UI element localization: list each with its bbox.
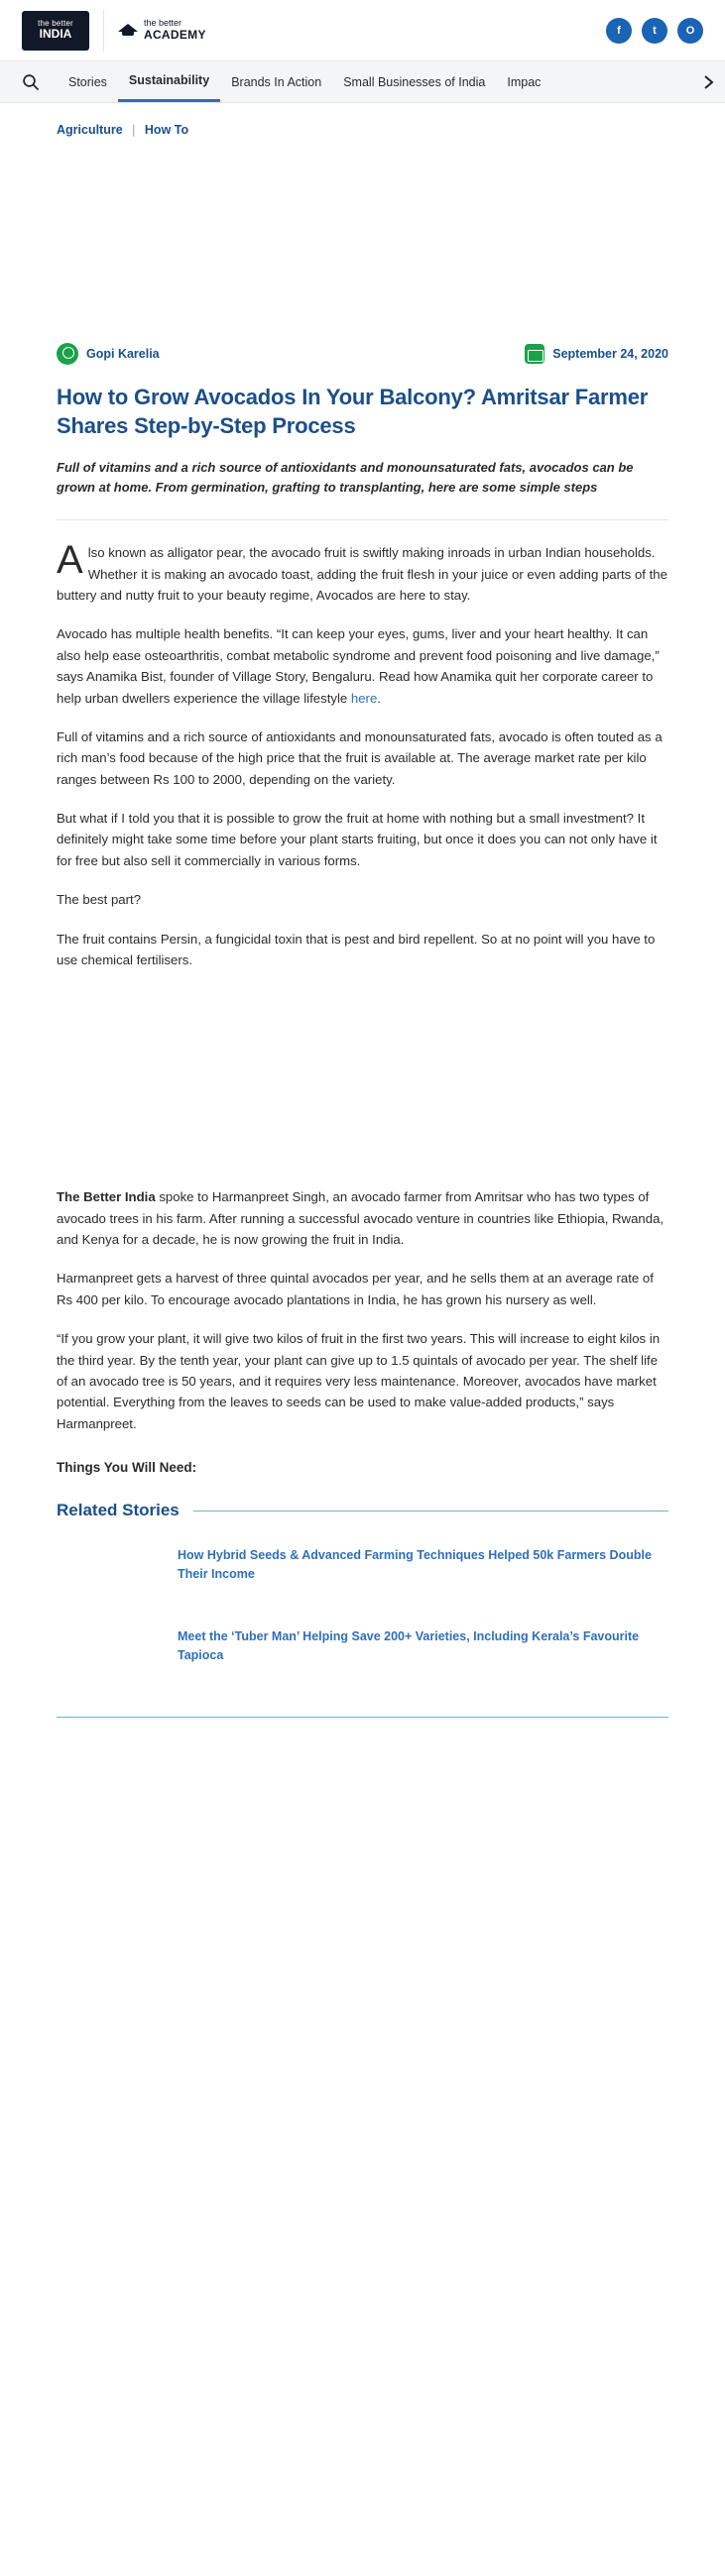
paragraph-text: lso known as alligator pear, the avocado fruit is swiftly making inroads in urban Indian households. Whether it is making an avocado toast, adding the fruit flesh in your juice or even adding parts of the buttery and nutty fruit to your beauty regime, Avocados are here to stay. <box>57 545 667 604</box>
related-thumbnail <box>57 1627 174 1683</box>
article-paragraph: The best part? <box>57 892 142 908</box>
academy-logo-text <box>144 19 206 41</box>
user-avatar-icon <box>57 343 78 365</box>
article-paragraph: Harmanpreet gets a harvest of three quintal avocados per year, and he sells them at an average rate of Rs 400 per kilo. To encourage avocado plantations in India, he has grown his nursery as well. <box>57 1271 654 1307</box>
article-standfirst: Full of vitamins and a rich source of antioxidants and monounsaturated fats, avocados can be grown at home. From germination, grafting to transplanting, here are some simple steps <box>57 460 634 496</box>
logo-line2: INDIA <box>39 27 72 42</box>
article-paragraph <box>57 538 668 606</box>
facebook-button[interactable]: f <box>606 18 632 44</box>
paragraph-text: spoke to Harmanpreet Singh, an avocado farmer from Amritsar who has two types of avocado trees in his farm. After running a successful avocado venture in countries like Ethiopia, Rwanda, and Kenya for a decade, he is now growing the fruit in India. <box>57 1189 665 1248</box>
logo-line1: the better <box>38 19 73 28</box>
chevron-right-icon[interactable] <box>691 61 725 102</box>
nav-item-impact[interactable]: Impac <box>507 74 542 89</box>
academy-line1: the better <box>144 18 182 29</box>
article <box>0 103 725 1757</box>
calendar-icon <box>525 344 544 364</box>
related-story-title[interactable]: How Hybrid Seeds & Advanced Farming Techniques Helped 50k Farmers Double Their Income <box>178 1548 652 1581</box>
breadcrumb-subcategory[interactable]: How To <box>144 123 189 137</box>
article-paragraph: But what if I told you that it is possible to grow the fruit at home with nothing but a small investment? It definitely might take some time before your plant starts fruiting, but once it does you can not only have it for free but also sell it commercially in various forms. <box>57 811 658 868</box>
inline-link-here[interactable]: here <box>350 690 378 706</box>
header-social-actions <box>606 18 703 44</box>
article-paragraph: The fruit contains Persin, a fungicidal toxin that is pest and bird repellent. So at no point will you have to use chemical fertilisers. <box>57 931 656 967</box>
related-stories <box>57 1501 668 1757</box>
twitter-button[interactable]: t <box>642 18 667 44</box>
article-date-group <box>525 344 668 364</box>
nav-item-small-businesses-of-india[interactable]: Small Businesses of India <box>343 74 486 89</box>
page-footer-spacer <box>57 1718 668 1757</box>
paragraph-text: Avocado has multiple health benefits. “It can keep your eyes, gums, liver and your heart healthy. It can also help ease osteoarthritis, combat metabolic syndrome and prevent food poisoning and live damage,” says Anamika Bist, founder of Village Story, Bengaluru. Read how Anamika quit her corporate career to help urban dwellers experience the village lifestyle <box>57 626 660 706</box>
site-header <box>0 0 725 61</box>
breadcrumb <box>57 123 668 137</box>
breadcrumb-category[interactable]: Agriculture <box>57 123 123 137</box>
breadcrumb-separator: | <box>132 123 136 137</box>
related-stories-header <box>57 1501 668 1520</box>
article-paragraph <box>57 623 668 709</box>
related-header-rule <box>193 1511 668 1512</box>
instagram-button[interactable]: O <box>677 18 703 44</box>
nav-items <box>58 61 691 102</box>
author-name[interactable]: Gopi Karelia <box>86 347 160 361</box>
nav-item-brands-in-action[interactable]: Brands In Action <box>231 74 322 89</box>
related-thumbnail <box>57 1546 174 1602</box>
article-paragraph: “If you grow your plant, it will give two kilos of fruit in the first two years. This will increase to eight kilos in the third year. By the tenth year, your plant can give up to 1.5 quintals of avocado per year. The shelf life of an avocado tree is 50 years, and it requires very less maintenance. Moreover, avocados have market potential. Everything from the leaves to seeds can be used to make value-added products,” says Harmanpreet. <box>57 1331 661 1431</box>
publish-date: September 24, 2020 <box>552 347 668 361</box>
list-item[interactable] <box>57 1627 668 1683</box>
hero-image <box>57 141 668 335</box>
search-icon[interactable] <box>14 73 48 91</box>
related-stories-title: Related Stories <box>57 1501 180 1520</box>
inline-image <box>57 970 668 1169</box>
graduation-cap-icon <box>118 24 138 38</box>
header-divider <box>103 10 104 52</box>
section-subheading: Things You Will Need: <box>57 1460 197 1476</box>
article-meta <box>57 343 668 365</box>
page-title: How to Grow Avocados In Your Balcony? Amritsar Farmer Shares Step-by-Step Process <box>57 385 649 439</box>
divider <box>57 519 668 520</box>
academy-line2: ACADEMY <box>144 27 206 42</box>
nav-item-sustainability[interactable]: Sustainability <box>118 61 220 102</box>
primary-nav <box>0 61 725 103</box>
paragraph-lead: The Better India <box>57 1189 156 1205</box>
logo-the-better-india[interactable] <box>22 11 89 51</box>
list-item[interactable] <box>57 1546 668 1602</box>
nav-item-stories[interactable]: Stories <box>68 74 107 89</box>
article-paragraph: Full of vitamins and a rich source of antioxidants and monounsaturated fats, avocado is often touted as a rich man’s food because of the high price that the fruit is available at. The average market rate per kilo ranges between Rs 100 to 2000, depending on the variety. <box>57 728 663 787</box>
logo-the-better-academy[interactable] <box>118 11 213 51</box>
paragraph-text-tail: . <box>377 690 381 706</box>
article-paragraph <box>57 1186 668 1250</box>
drop-cap: A <box>57 538 83 583</box>
related-story-title[interactable]: Meet the ‘Tuber Man’ Helping Save 200+ Varieties, Including Kerala’s Favourite Tapioca <box>178 1629 640 1662</box>
